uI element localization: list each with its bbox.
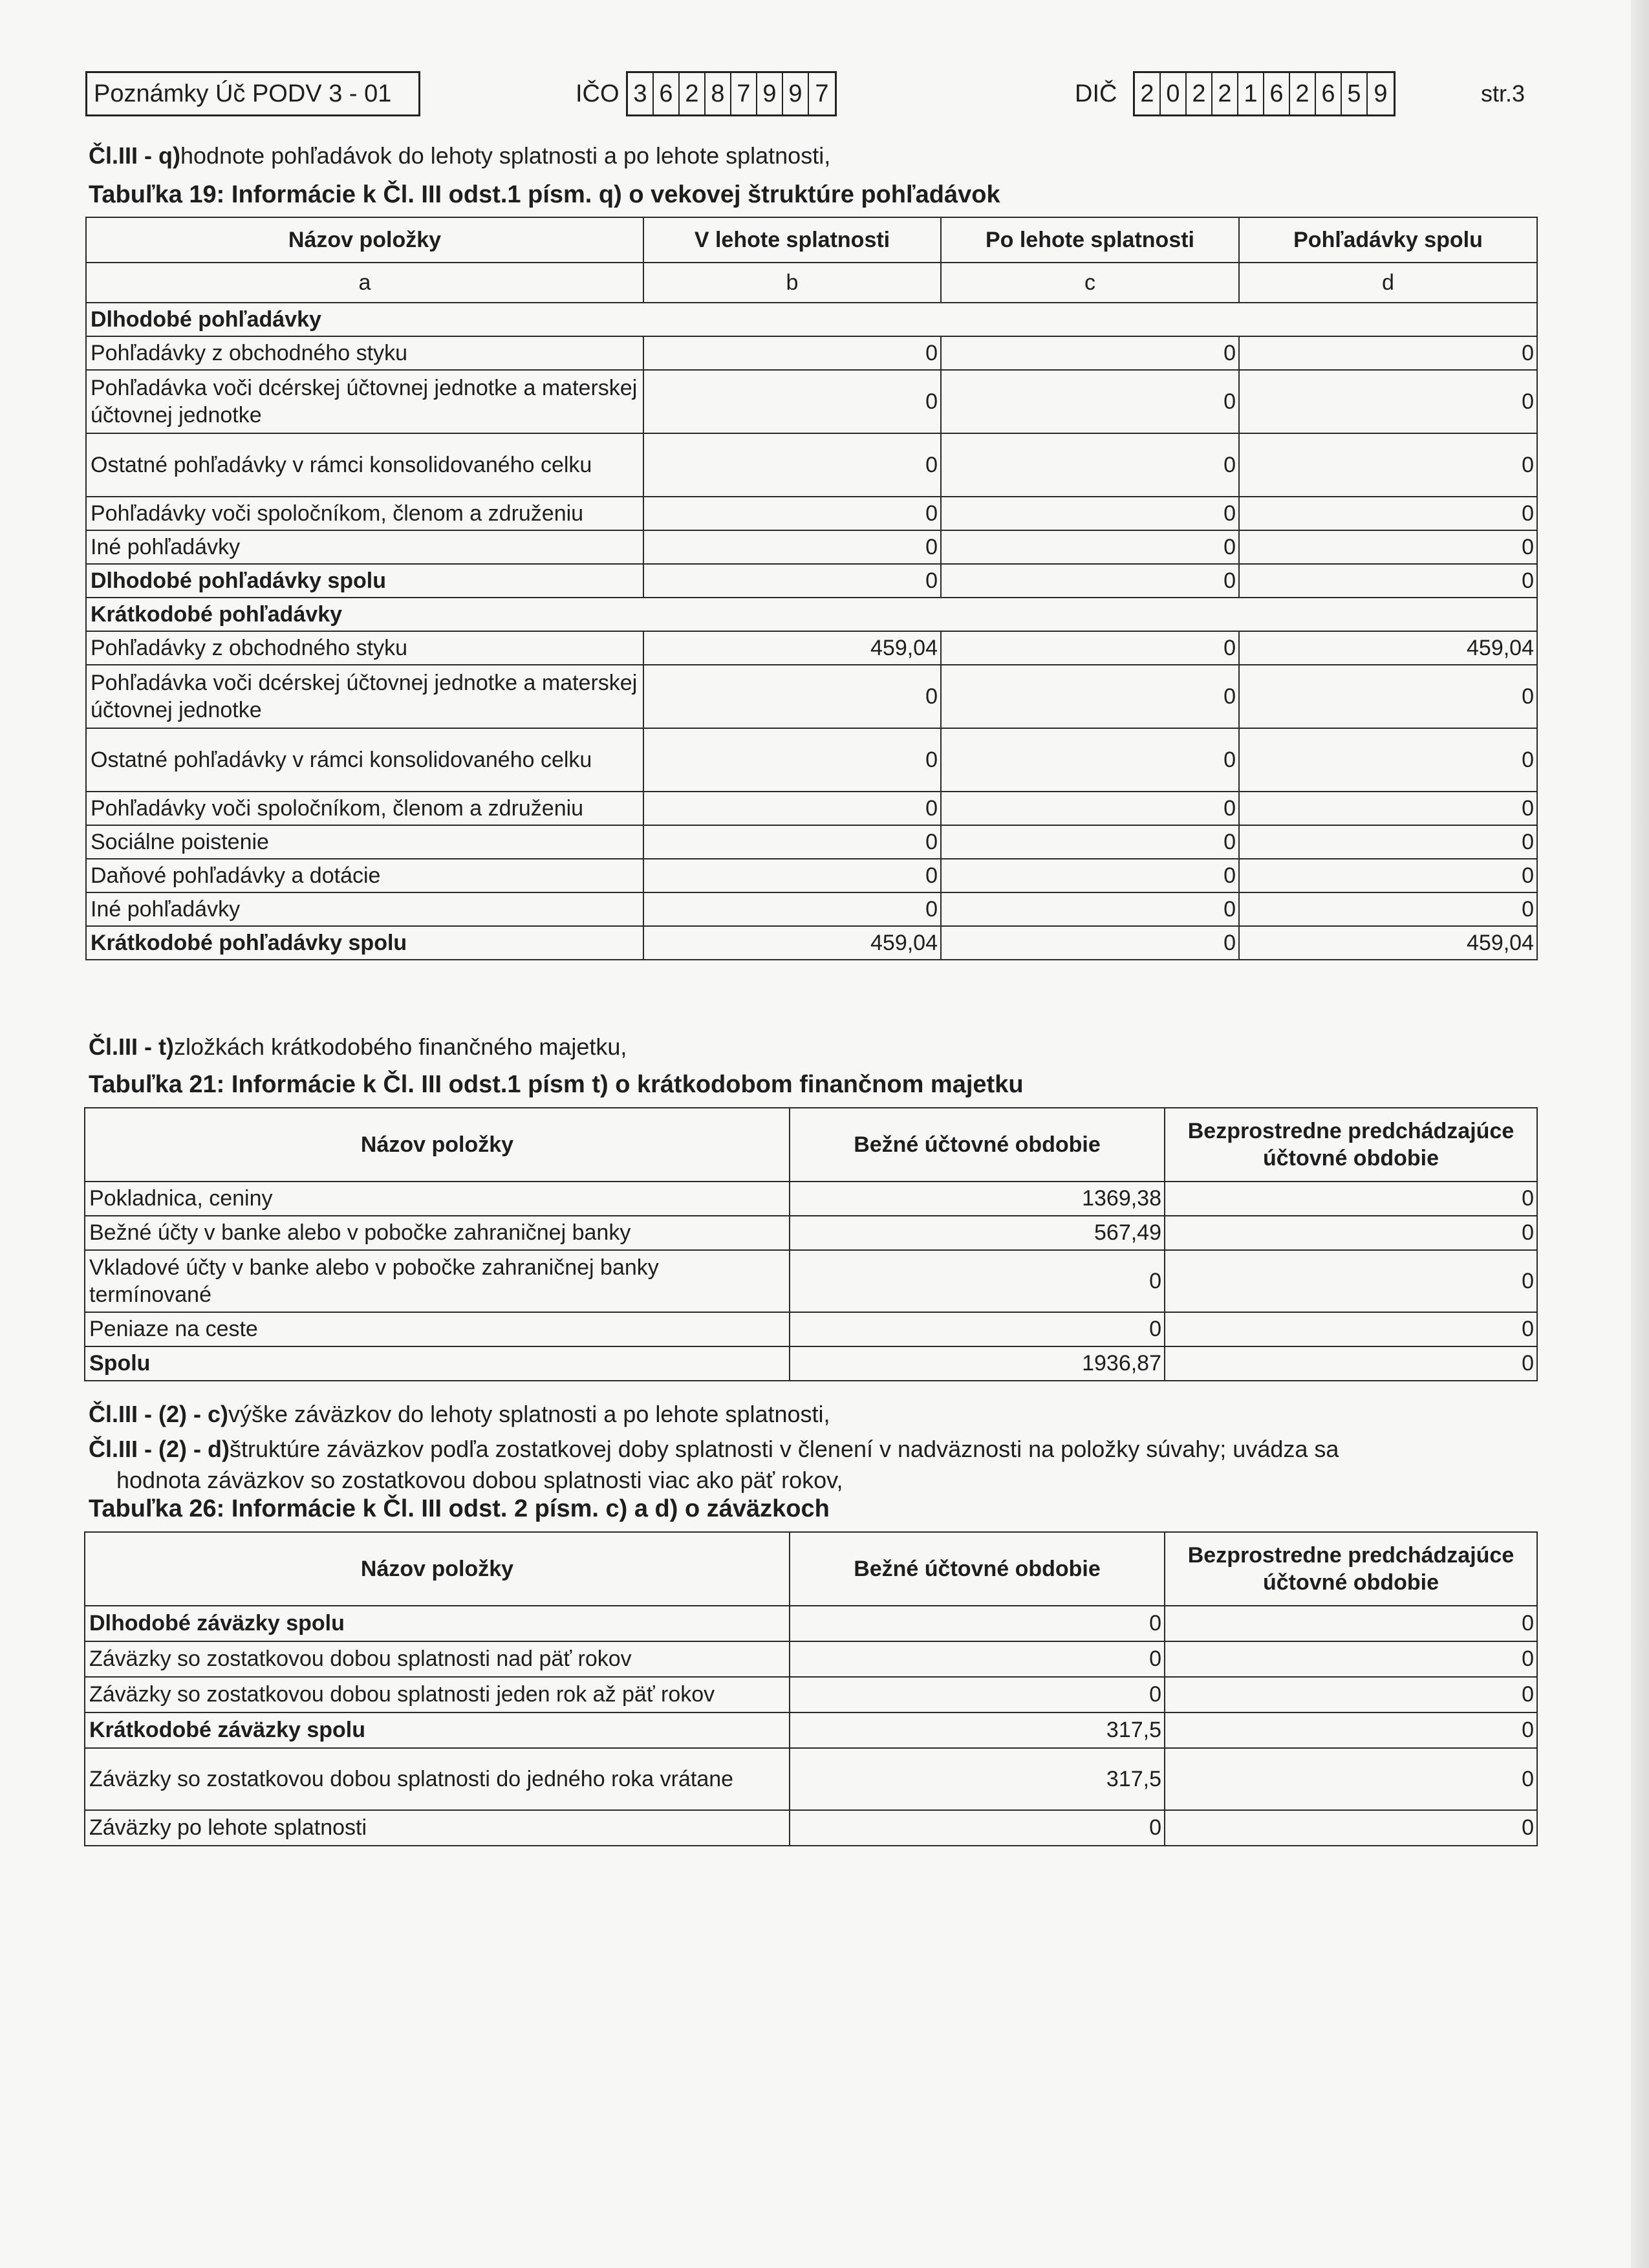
cell-previous: 0 xyxy=(1165,1748,1537,1810)
ico-digit: 7 xyxy=(731,73,757,114)
table-26 xyxy=(84,1531,1538,1846)
cell-b: 0 xyxy=(643,370,941,433)
cell-c: 0 xyxy=(941,497,1239,530)
row-label: Záväzky so zostatkovou dobou splatnosti nad päť rokov xyxy=(85,1641,790,1677)
table-row xyxy=(85,1250,1537,1312)
row-label: Krátkodobé pohľadávky xyxy=(86,598,1537,631)
col-header-name: Názov položky xyxy=(85,1108,790,1182)
total-row xyxy=(85,1606,1537,1641)
dic-digit: 2 xyxy=(1212,73,1238,114)
cell-d: 0 xyxy=(1239,497,1537,530)
dic-digit: 2 xyxy=(1187,73,1212,114)
cell-d: 459,04 xyxy=(1239,926,1537,960)
page-number: str.3 xyxy=(1481,80,1525,107)
section-2d-caption: Čl.III - (2) - d)štruktúre záväzkov podľa zostatkovej doby splatnosti v členení v nadväznosti na položky súvahy; uvádza sa xyxy=(89,1436,1339,1462)
row-label: Pokladnica, ceniny xyxy=(85,1182,790,1216)
row-label: Záväzky po lehote splatnosti xyxy=(85,1810,790,1846)
row-label: Dlhodobé záväzky spolu xyxy=(85,1606,790,1641)
dic-digit: 5 xyxy=(1342,73,1368,114)
row-label: Krátkodobé záväzky spolu xyxy=(85,1712,790,1748)
table-21-title: Tabuľka 21: Informácie k Čl. III odst.1 písm t) o krátkodobom finančnom majetku xyxy=(89,1071,1024,1098)
cell-current: 0 xyxy=(790,1810,1165,1846)
section-2c-caption: Čl.III - (2) - c)výške záväzkov do lehoty splatnosti a po lehote splatnosti, xyxy=(89,1401,830,1427)
col-letter-b: b xyxy=(643,263,941,303)
table-row xyxy=(85,1312,1537,1346)
cell-c: 0 xyxy=(941,926,1239,960)
dic-digit: 2 xyxy=(1135,73,1161,114)
cell-current: 567,49 xyxy=(790,1216,1165,1250)
ico-digit: 2 xyxy=(680,73,706,114)
table-row xyxy=(85,1641,1537,1677)
total-row xyxy=(85,1712,1537,1748)
cell-c: 0 xyxy=(941,892,1239,926)
dic-digit: 9 xyxy=(1374,80,1388,107)
table-row xyxy=(86,825,1537,859)
col-header-current-period: Bežné účtovné obdobie xyxy=(790,1532,1165,1606)
cell-b: 0 xyxy=(643,665,941,728)
cell-c: 0 xyxy=(941,792,1239,825)
total-row xyxy=(86,926,1537,960)
row-label: Pohľadávky voči spoločníkom, členom a združeniu xyxy=(86,497,643,530)
cell-previous: 0 xyxy=(1165,1182,1537,1216)
col-header-within-due: V lehote splatnosti xyxy=(643,217,941,263)
cell-previous: 0 xyxy=(1165,1606,1537,1641)
col-letter-d: d xyxy=(1239,263,1537,303)
table-row xyxy=(86,631,1537,665)
dic-digit-boxes xyxy=(1133,71,1396,116)
dic-digit: 2 xyxy=(1290,73,1316,114)
row-label: Pohľadávka voči dcérskej účtovnej jednotke a materskej účtovnej jednotke xyxy=(86,665,643,728)
row-label: Záväzky so zostatkovou dobou splatnosti do jedného roka vrátane xyxy=(85,1748,790,1810)
table-19 xyxy=(85,217,1538,960)
col-header-total: Pohľadávky spolu xyxy=(1239,217,1537,263)
col-header-name: Názov položky xyxy=(86,217,643,263)
cell-d: 0 xyxy=(1239,530,1537,564)
cell-d: 0 xyxy=(1239,859,1537,892)
col-letter-a: a xyxy=(86,263,643,303)
row-label: Iné pohľadávky xyxy=(86,892,643,926)
row-label: Vkladové účty v banke alebo v pobočke zahraničnej banky termínované xyxy=(85,1250,790,1312)
cell-b: 0 xyxy=(643,433,941,497)
cell-previous: 0 xyxy=(1165,1712,1537,1748)
row-label: Ostatné pohľadávky v rámci konsolidovaného celku xyxy=(86,433,643,497)
cell-c: 0 xyxy=(941,336,1239,370)
table-21 xyxy=(84,1107,1538,1381)
scan-page-edge xyxy=(1631,0,1649,2268)
table-row xyxy=(86,433,1537,497)
cell-d: 0 xyxy=(1239,336,1537,370)
cell-previous: 0 xyxy=(1165,1250,1537,1312)
ico-digit: 8 xyxy=(706,73,731,114)
cell-d: 0 xyxy=(1239,665,1537,728)
cell-c: 0 xyxy=(941,370,1239,433)
cell-d: 0 xyxy=(1239,792,1537,825)
form-label-box xyxy=(85,71,420,116)
section-2d-caption-cont: hodnota záväzkov so zostatkovou dobou splatnosti viac ako päť rokov, xyxy=(116,1467,843,1493)
cell-b: 0 xyxy=(643,336,941,370)
cell-d: 0 xyxy=(1239,892,1537,926)
dic-digit: 6 xyxy=(1264,73,1290,114)
table-row xyxy=(86,370,1537,433)
row-label: Daňové pohľadávky a dotácie xyxy=(86,859,643,892)
col-header-name: Názov položky xyxy=(85,1532,790,1606)
dic-digit: 0 xyxy=(1161,73,1187,114)
cell-current: 0 xyxy=(790,1641,1165,1677)
col-letter-c: c xyxy=(941,263,1239,303)
cell-c: 0 xyxy=(941,564,1239,598)
cell-previous: 0 xyxy=(1165,1677,1537,1712)
cell-c: 0 xyxy=(941,825,1239,859)
cell-c: 0 xyxy=(941,728,1239,792)
ico-digit-boxes xyxy=(626,71,837,116)
row-label: Pohľadávka voči dcérskej účtovnej jednotke a materskej účtovnej jednotke xyxy=(86,370,643,433)
cell-d: 0 xyxy=(1239,433,1537,497)
cell-b: 0 xyxy=(643,497,941,530)
cell-b: 0 xyxy=(643,530,941,564)
cell-d: 459,04 xyxy=(1239,631,1537,665)
dic-digit: 1 xyxy=(1238,73,1264,114)
row-label: Pohľadávky z obchodného styku xyxy=(86,631,643,665)
col-header-current-period: Bežné účtovné obdobie xyxy=(790,1108,1165,1182)
table-row xyxy=(85,1216,1537,1250)
table-row xyxy=(85,1677,1537,1712)
cell-current: 317,5 xyxy=(790,1712,1165,1748)
cell-b: 0 xyxy=(643,792,941,825)
row-label: Sociálne poistenie xyxy=(86,825,643,859)
row-label: Pohľadávky voči spoločníkom, členom a združeniu xyxy=(86,792,643,825)
cell-b: 459,04 xyxy=(643,631,941,665)
cell-b: 0 xyxy=(643,728,941,792)
cell-previous: 0 xyxy=(1165,1810,1537,1846)
col-header-previous-period: Bezprostredne predchádzajúce účtovné obdobie xyxy=(1165,1108,1537,1182)
cell-d: 0 xyxy=(1239,564,1537,598)
table-row xyxy=(86,530,1537,564)
ico-digit: 9 xyxy=(757,73,783,114)
row-label: Dlhodobé pohľadávky xyxy=(86,303,1537,336)
cell-b: 0 xyxy=(643,564,941,598)
cell-c: 0 xyxy=(941,631,1239,665)
cell-d: 0 xyxy=(1239,825,1537,859)
table-row xyxy=(86,497,1537,530)
table-row xyxy=(85,1810,1537,1846)
section-row xyxy=(86,303,1537,336)
cell-current: 0 xyxy=(790,1250,1165,1312)
cell-previous: 0 xyxy=(1165,1312,1537,1346)
cell-d: 0 xyxy=(1239,728,1537,792)
ico-digit: 9 xyxy=(783,73,809,114)
total-row xyxy=(85,1346,1537,1381)
cell-current: 1369,38 xyxy=(790,1182,1165,1216)
table-row xyxy=(85,1182,1537,1216)
table-row xyxy=(86,336,1537,370)
section-t-caption: Čl.III - t)zložkách krátkodobého finančného majetku, xyxy=(89,1033,627,1060)
row-label: Iné pohľadávky xyxy=(86,530,643,564)
cell-b: 0 xyxy=(643,825,941,859)
form-label: Poznámky Úč PODV 3 - 01 xyxy=(94,80,392,107)
cell-c: 0 xyxy=(941,530,1239,564)
row-label: Bežné účty v banke alebo v pobočke zahraničnej banky xyxy=(85,1216,790,1250)
row-label: Záväzky so zostatkovou dobou splatnosti jeden rok až päť rokov xyxy=(85,1677,790,1712)
row-label: Ostatné pohľadávky v rámci konsolidovaného celku xyxy=(86,728,643,792)
cell-previous: 0 xyxy=(1165,1216,1537,1250)
row-label: Dlhodobé pohľadávky spolu xyxy=(86,564,643,598)
col-header-previous-period: Bezprostredne predchádzajúce účtovné obdobie xyxy=(1165,1532,1537,1606)
ico-digit: 3 xyxy=(628,73,654,114)
cell-b: 459,04 xyxy=(643,926,941,960)
col-header-overdue: Po lehote splatnosti xyxy=(941,217,1239,263)
cell-c: 0 xyxy=(941,859,1239,892)
cell-d: 0 xyxy=(1239,370,1537,433)
cell-current: 0 xyxy=(790,1606,1165,1641)
cell-current: 317,5 xyxy=(790,1748,1165,1810)
cell-c: 0 xyxy=(941,433,1239,497)
dic-digit: 6 xyxy=(1316,73,1342,114)
table-row xyxy=(86,665,1537,728)
ico-digit: 7 xyxy=(815,80,829,107)
cell-current: 0 xyxy=(790,1677,1165,1712)
row-label: Pohľadávky z obchodného styku xyxy=(86,336,643,370)
ico-digit: 6 xyxy=(654,73,680,114)
cell-current: 1936,87 xyxy=(790,1346,1165,1381)
cell-b: 0 xyxy=(643,892,941,926)
section-row xyxy=(86,598,1537,631)
table-19-title: Tabuľka 19: Informácie k Čl. III odst.1 písm. q) o vekovej štruktúre pohľadávok xyxy=(89,181,1000,208)
row-label: Peniaze na ceste xyxy=(85,1312,790,1346)
cell-previous: 0 xyxy=(1165,1641,1537,1677)
row-label: Spolu xyxy=(85,1346,790,1381)
row-label: Krátkodobé pohľadávky spolu xyxy=(86,926,643,960)
total-row xyxy=(86,564,1537,598)
cell-c: 0 xyxy=(941,665,1239,728)
ico-label: IČO xyxy=(576,80,620,107)
table-row xyxy=(86,892,1537,926)
cell-b: 0 xyxy=(643,859,941,892)
dic-label: DIČ xyxy=(1075,80,1117,107)
cell-current: 0 xyxy=(790,1312,1165,1346)
table-row xyxy=(86,728,1537,792)
table-row xyxy=(86,859,1537,892)
section-q-caption: Čl.III - q)hodnote pohľadávok do lehoty splatnosti a po lehote splatnosti, xyxy=(89,142,831,169)
table-row xyxy=(86,792,1537,825)
table-row xyxy=(85,1748,1537,1810)
cell-previous: 0 xyxy=(1165,1346,1537,1381)
table-26-title: Tabuľka 26: Informácie k Čl. III odst. 2 písm. c) a d) o záväzkoch xyxy=(89,1495,830,1522)
